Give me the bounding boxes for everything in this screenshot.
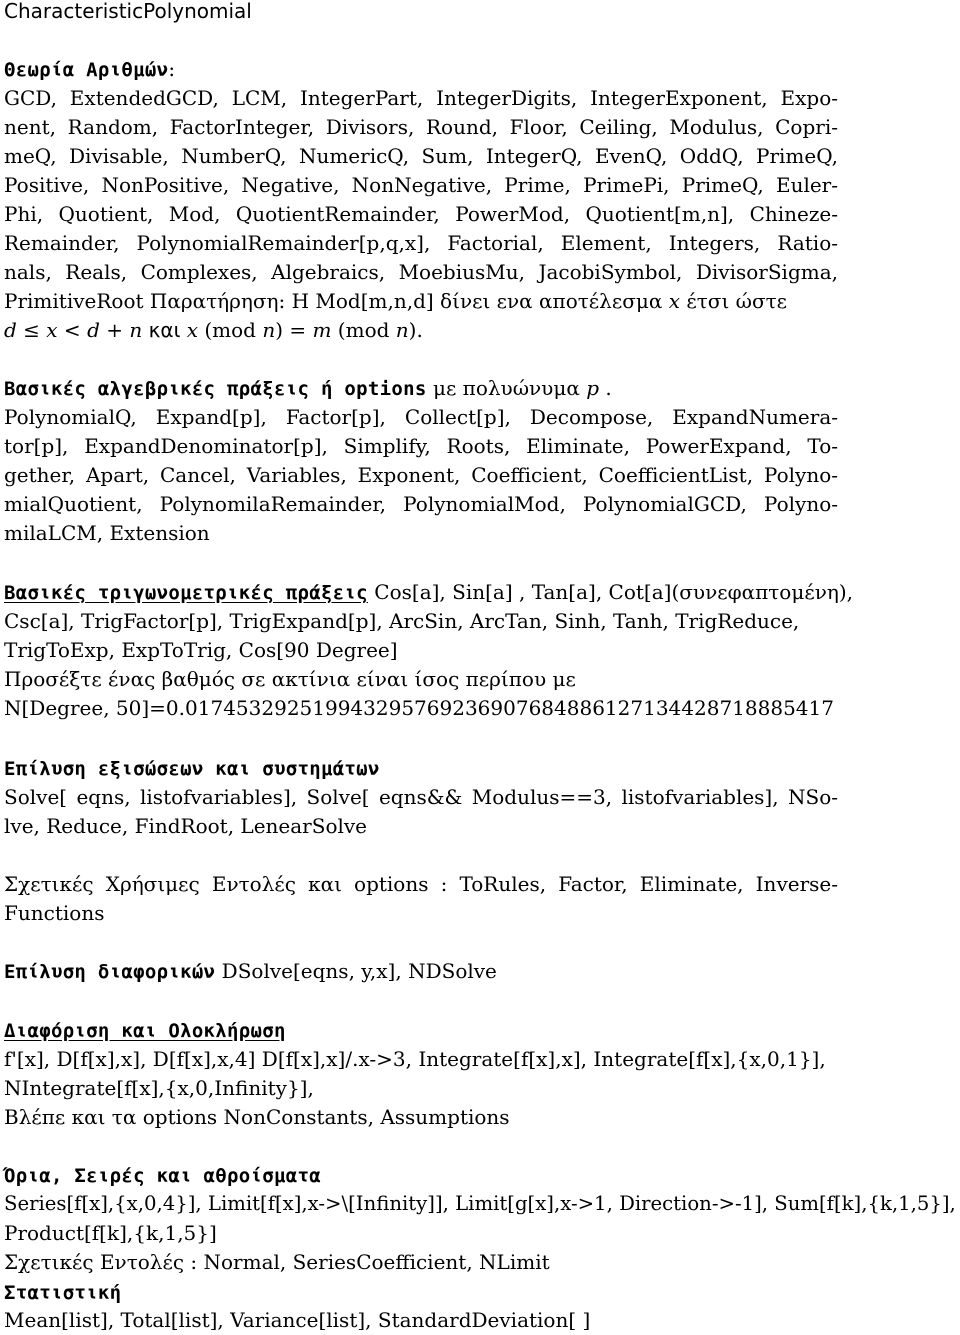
algebra-line: mialQuotient, PolynomilaRemainder, PolynomialMod, PolynomialGCD, Polyno- [4, 492, 838, 516]
mod-note-line [4, 288, 787, 314]
math-var-m: m [312, 318, 332, 342]
mod-note-text: PrimitiveRoot Παρατήρηση: Η Mod[m,n,d] δίνει ενα αποτέλεσμα [4, 289, 663, 313]
math-close: ). [408, 318, 423, 342]
conjunction-kai: και [142, 318, 187, 342]
diffeq-heading: Επίλυση διαφορικών [4, 961, 216, 983]
degree-value-line: N[Degree, 50]=0.017453292519943295769236907684886127134428718885417 [4, 696, 834, 720]
algebra-line: gether, Apart, Cancel, Variables, Exponent, Coefficient, CoefficientList, Polyno- [4, 463, 838, 487]
algebra-line: PolynomialQ, Expand[p], Factor[p], Collect[p], Decompose, ExpandNumera- [4, 405, 838, 429]
number-theory-line: nals, Reals, Complexes, Algebraics, MoebiusMu, JacobiSymbol, DivisorSigma, [4, 260, 838, 284]
math-var-n: n [129, 318, 143, 342]
number-theory-heading: Θεωρία Αριθμών [4, 59, 169, 81]
trig-heading: Βασικές τριγωνομετρικές πράξεις [4, 582, 368, 604]
series-line: Series[f[x],{x,0,4}], Limit[f[x],x->\[Infinity]], Limit[g[x],x->1, Direction->-1], Sum[f[k],{k,1,5}], [4, 1192, 956, 1215]
statistics-heading-row [4, 1279, 121, 1305]
calculus-line: f'[x], D[f[x],x], D[f[x],x,4] D[f[x],x]/.x->3, Integrate[f[x],x], Integrate[f[x],{x,0,1}], [4, 1047, 826, 1071]
number-theory-heading-row [4, 56, 175, 82]
related-line: Functions [4, 901, 105, 925]
diffeq-heading-row [4, 958, 497, 984]
number-theory-line: Phi, Quotient, Mod, QuotientRemainder, PowerMod, Quotient[m,n], Chineze- [4, 202, 838, 226]
number-theory-line: Positive, NonPositive, Negative, NonNegative, Prime, PrimePi, PrimeQ, Euler- [4, 173, 838, 197]
diffeq-text: DSolve[eqns, y,x], NDSolve [215, 959, 497, 983]
series-line: Product[f[k],{k,1,5}] [4, 1221, 217, 1245]
equations-heading: Επίλυση εξισώσεων και συστημάτων [4, 758, 380, 780]
top-title: CharacteristicPolynomial [4, 0, 252, 23]
algebra-line: milaLCM, Extension [4, 521, 210, 545]
math-mod: (mod [197, 318, 263, 342]
calculus-heading-row [4, 1017, 286, 1043]
algebra-suffix: με πολυώνυμα [426, 376, 587, 400]
calculus-line: Βλέπε και τα options NonConstants, Assumptions [4, 1105, 510, 1129]
math-leq: ≤ [16, 318, 47, 342]
algebra-heading: Βασικές αλγεβρικές πράξεις ή options [4, 378, 427, 400]
equations-line: Solve[ eqns, listofvariables], Solve[ eqns&& Modulus==3, listofvariables], NSo- [4, 785, 838, 809]
number-theory-line: meQ, Divisable, NumberQ, NumericQ, Sum, IntegerQ, EvenQ, OddQ, PrimeQ, [4, 144, 838, 168]
trig-line: TrigToExp, ExpToTrig, Cos[90 Degree] [4, 638, 398, 662]
number-theory-line: nent, Random, FactorInteger, Divisors, Round, Floor, Ceiling, Modulus, Copri- [4, 115, 838, 139]
trig-first-line: Cos[a], Sin[a] , Tan[a], Cot[a](συνεφαπτομένη), [367, 580, 854, 604]
trig-line: Προσέξτε ένας βαθμός σε ακτίνια είναι ίσος περίπου με [4, 667, 576, 691]
equations-line: lve, Reduce, FindRoot, LenearSolve [4, 814, 368, 838]
math-var-d: d [4, 318, 17, 342]
calculus-heading: Διαφόριση και Ολοκλήρωση [4, 1020, 286, 1042]
math-var-n: n [395, 318, 409, 342]
statistics-line: Mean[list], Total[list], Variance[list], StandardDeviation[ ] [4, 1308, 591, 1332]
number-theory-line: GCD, ExtendedGCD, LCM, IntegerPart, IntegerDigits, IntegerExponent, Expo- [4, 86, 838, 110]
algebra-line: tor[p], ExpandDenominator[p], Simplify, Roots, Eliminate, PowerExpand, To- [4, 434, 838, 458]
math-lt: < [57, 318, 88, 342]
math-var-d: d [87, 318, 100, 342]
statistics-heading: Στατιστική [4, 1282, 122, 1304]
math-var-x: x [46, 318, 58, 342]
math-var-p: p [586, 376, 600, 400]
series-heading: Όρια, Σειρές και αθροίσματα [4, 1165, 321, 1187]
mod-note-formula [4, 317, 423, 343]
series-heading-row [4, 1162, 321, 1188]
math-var-n: n [262, 318, 276, 342]
related-line: Σχετικές Χρήσιμες Εντολές και options : ToRules, Factor, Eliminate, Inverse- [4, 872, 838, 896]
mod-note-tail: έτσι ώστε [686, 289, 788, 313]
number-theory-colon: : [168, 57, 176, 81]
math-var-x: x [668, 289, 680, 313]
calculus-line: NIntegrate[f[x],{x,0,Infinity}], [4, 1076, 314, 1100]
number-theory-line: Remainder, PolynomialRemainder[p,q,x], Factorial, Element, Integers, Ratio- [4, 231, 838, 255]
math-mod: (mod [331, 318, 396, 342]
algebra-suffix-end: . [599, 376, 612, 400]
equations-heading-row [4, 755, 380, 781]
math-plus: + [99, 318, 130, 342]
algebra-heading-row [4, 375, 612, 401]
trig-heading-row [4, 579, 853, 605]
trig-line: Csc[a], TrigFactor[p], TrigExpand[p], ArcSin, ArcTan, Sinh, Tanh, TrigReduce, [4, 609, 800, 633]
math-equals: ) = [275, 318, 313, 342]
math-var-x: x [186, 318, 198, 342]
series-line: Σχετικές Εντολές : Normal, SeriesCoefficient, NLimit [4, 1250, 550, 1274]
